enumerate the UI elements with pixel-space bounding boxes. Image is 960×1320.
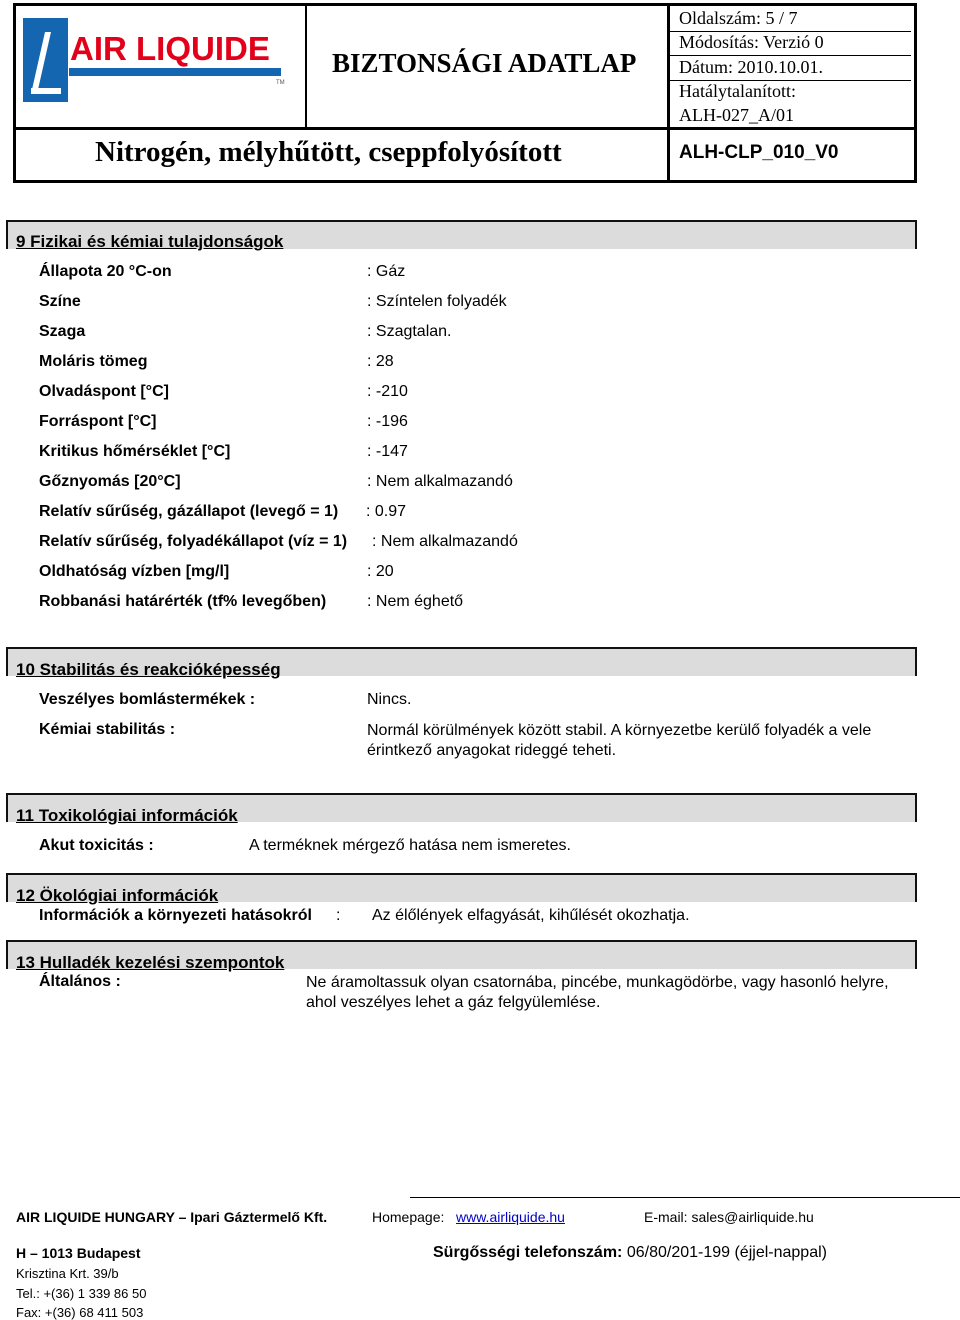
property-label: Információk a környezeti hatásokról: [39, 907, 312, 924]
property-value: : Nem alkalmazandó: [372, 533, 518, 550]
property-value: Az élőlények elfagyását, kihűlését okozhatja.: [372, 907, 690, 924]
section-11-title: 11 Toxikológiai információk: [16, 806, 238, 825]
homepage-label: Homepage:: [372, 1209, 445, 1225]
revision: Módosítás: Verzió 0: [679, 32, 824, 52]
supersedes-value: ALH-027_A/01: [679, 105, 794, 125]
property-value: : -147: [367, 443, 408, 460]
property-value: : 0.97: [366, 503, 407, 520]
property-value: Normál körülmények között stabil. A környezetbe kerülő folyadék a vele érintkező anyagokat rideggé teheti.: [367, 722, 872, 759]
document-title: BIZTONSÁGI ADATLAP: [332, 48, 637, 78]
property-label: Relatív sűrűség, folyadékállapot (víz = 1): [39, 533, 348, 550]
section-9-title: 9 Fizikai és kémiai tulajdonságok: [16, 232, 284, 251]
emergency-label: Sürgősségi telefonszám:: [433, 1244, 623, 1261]
property-value: Ne áramoltassuk olyan csatornába, pincébe, munkagödörbe, vagy hasonló helyre, ahol veszélyes lehet a gáz felgyülemlése.: [306, 974, 889, 1011]
property-label: Forráspont [°C]: [39, 413, 157, 430]
property-label: Oldhatóság vízben [mg/l]: [39, 563, 230, 580]
section-10-title: 10 Stabilitás és reakcióképesség: [16, 660, 281, 679]
product-title: Nitrogén, mélyhűtött, cseppfolyósított: [95, 136, 562, 168]
footer-tel: Tel.: +(36) 1 339 86 50: [16, 1286, 147, 1301]
property-label: Relatív sűrűség, gázállapot (levegő = 1): [39, 503, 339, 520]
property-value: : Szagtalan.: [367, 323, 452, 340]
header-divider: [305, 3, 307, 130]
property-value: : -210: [367, 383, 408, 400]
property-value: : Nem alkalmazandó: [367, 473, 513, 490]
supersedes-label: Hatálytalanított:: [679, 81, 796, 101]
label-colon: :: [336, 907, 341, 924]
logo-text: AIR LIQUIDE: [70, 30, 270, 67]
date: Dátum: 2010.10.01.: [679, 57, 823, 77]
property-label: Színe: [39, 293, 81, 310]
property-value: : 28: [367, 353, 394, 370]
property-label: Akut toxicitás :: [39, 837, 154, 854]
property-value: : 20: [367, 563, 394, 580]
property-label: Gőznyomás [20°C]: [39, 473, 181, 490]
section-12-title: 12 Ökológiai információk: [16, 886, 219, 905]
footer-street: Krisztina Krt. 39/b: [16, 1266, 119, 1281]
property-value: A terméknek mérgező hatása nem ismeretes.: [249, 837, 571, 854]
document-code: ALH-CLP_010_V0: [679, 142, 839, 163]
property-label: Szaga: [39, 323, 86, 340]
property-value: : -196: [367, 413, 408, 430]
property-label: Kritikus hőmérséklet [°C]: [39, 443, 231, 460]
emergency-value: 06/80/201-199 (éjjel-nappal): [626, 1244, 827, 1261]
property-label: Általános :: [39, 973, 121, 990]
meta-divider: [670, 55, 911, 56]
email: E-mail: sales@airliquide.hu: [644, 1209, 814, 1225]
emergency-phone: [433, 1244, 827, 1262]
property-label: Robbanási határérték (tf% levegőben): [39, 593, 327, 610]
property-label: Olvadáspont [°C]: [39, 383, 169, 400]
property-label: Állapota 20 °C-on: [39, 263, 172, 280]
property-label: Veszélyes bomlástermékek :: [39, 691, 256, 708]
property-label: Moláris tömeg: [39, 353, 148, 370]
footer-city: H – 1013 Budapest: [16, 1245, 141, 1261]
property-value: Nincs.: [367, 691, 412, 708]
page-number: Oldalszám: 5 / 7: [679, 8, 798, 28]
footer-fax: Fax: +(36) 68 411 503: [16, 1305, 144, 1320]
property-value: : Gáz: [367, 263, 406, 280]
header-divider: [667, 3, 670, 180]
footer-divider: [410, 1197, 960, 1198]
section-13-title: 13 Hulladék kezelési szempontok: [16, 953, 285, 972]
property-label: Kémiai stabilitás :: [39, 721, 176, 738]
header-divider: [13, 127, 917, 130]
property-value: : Színtelen folyadék: [367, 293, 507, 310]
company-name: AIR LIQUIDE HUNGARY – Ipari Gáztermelő Kft.: [16, 1209, 328, 1225]
property-value: : Nem éghető: [367, 593, 464, 610]
logo-trademark: TM: [276, 80, 285, 86]
homepage-link[interactable]: www.airliquide.hu: [456, 1209, 565, 1225]
